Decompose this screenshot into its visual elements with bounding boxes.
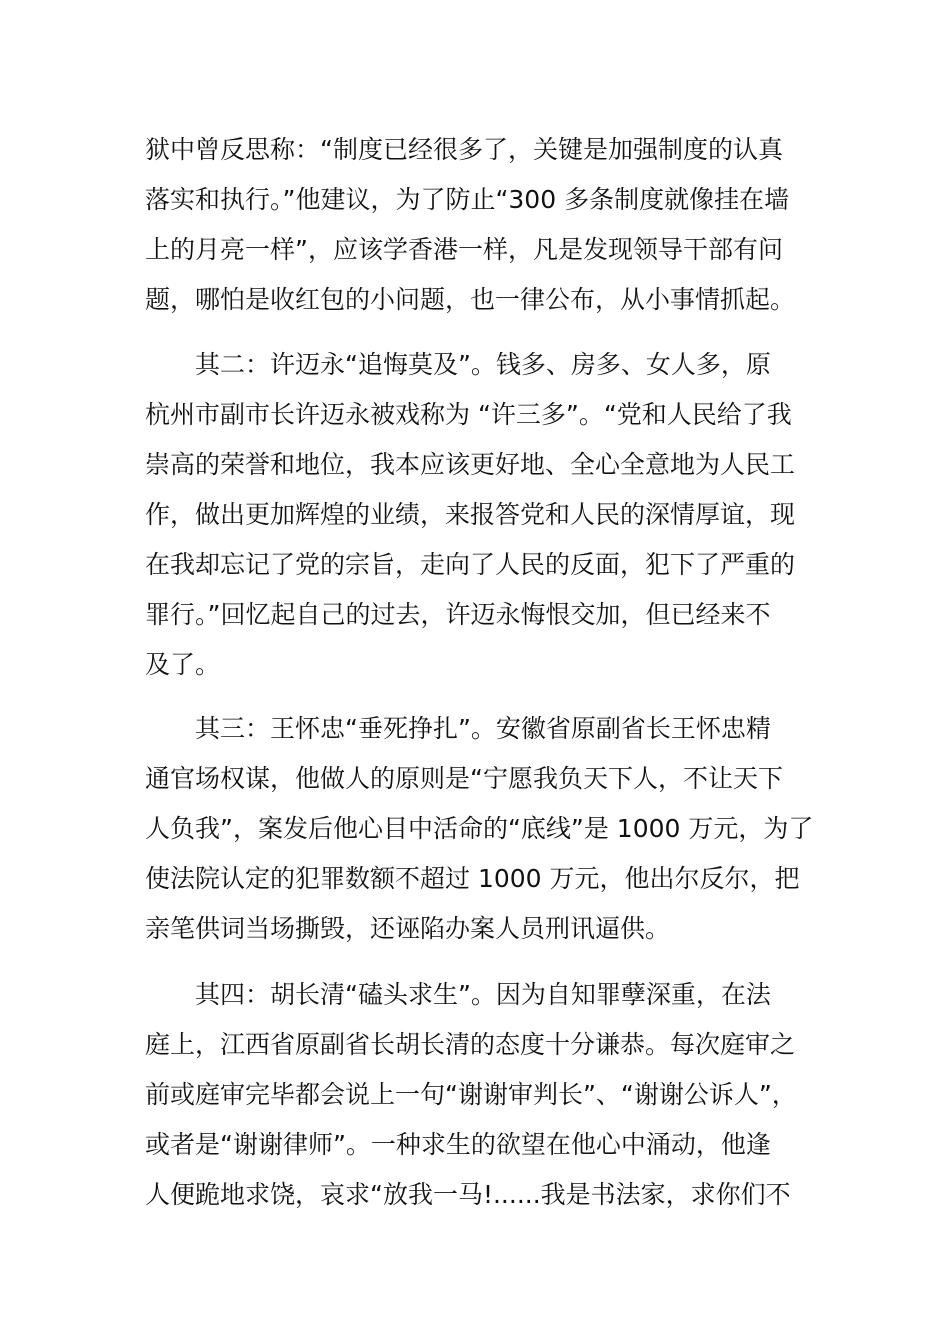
text-line: 或者是“谢谢律师”。一种求生的欲望在他心中涌动，他逢 <box>145 1130 771 1159</box>
text-line: 杭州市副市长许迈永被戏称为 “许三多”。“党和人民给了我 <box>145 400 792 429</box>
text-line: 题，哪怕是收红包的小问题，也一律公布，从小事情抓起。 <box>145 285 796 314</box>
text-line: 人便跪地求饶，哀求“放我一马!......我是书法家，求你们不 <box>145 1180 791 1209</box>
text-line: 上的月亮一样”，应该学香港一样，凡是发现领导干部有问 <box>145 235 783 264</box>
text-line: 庭上，江西省原副省长胡长清的态度十分谦恭。每次庭审之 <box>145 1030 796 1059</box>
text-line: 其四：胡长清“磕头求生”。因为自知罪孽深重，在法 <box>195 980 771 1009</box>
text-line: 作，做出更加辉煌的业绩，来报答党和人民的深情厚谊，现 <box>145 500 796 529</box>
text-line: 在我却忘记了党的宗旨，走向了人民的反面，犯下了严重的 <box>145 550 796 579</box>
text-line: 其三：王怀忠“垂死挣扎”。安徽省原副省长王怀忠精 <box>195 714 771 743</box>
text-line: 其二：许迈永“追悔莫及”。钱多、房多、女人多，原 <box>195 350 771 379</box>
text-line: 使法院认定的犯罪数额不超过 1000 万元，他出尔反尔，把 <box>145 864 800 893</box>
text-line: 及了。 <box>145 650 221 679</box>
text-line: 狱中曾反思称：“制度已经很多了，关键是加强制度的认真 <box>145 135 783 164</box>
text-line: 落实和执行。”他建议，为了防止“300 多条制度就像挂在墙 <box>145 185 790 214</box>
text-line: 亲笔供词当场撕毁，还诬陷办案人员刑讯逼供。 <box>145 914 671 943</box>
text-line: 罪行。”回忆起自己的过去，许迈永悔恨交加，但已经来不 <box>145 600 771 629</box>
text-line: 人负我”，案发后他心目中活命的“底线”是 1000 万元，为了 <box>145 814 814 843</box>
text-line: 崇高的荣誉和地位，我本应该更好地、全心全意地为人民工 <box>145 450 796 479</box>
text-line: 通官场权谋，他做人的原则是“宁愿我负天下人，不让天下 <box>145 764 783 793</box>
text-line: 前或庭审完毕都会说上一句“谢谢审判长”、“谢谢公诉人”， <box>145 1080 797 1109</box>
